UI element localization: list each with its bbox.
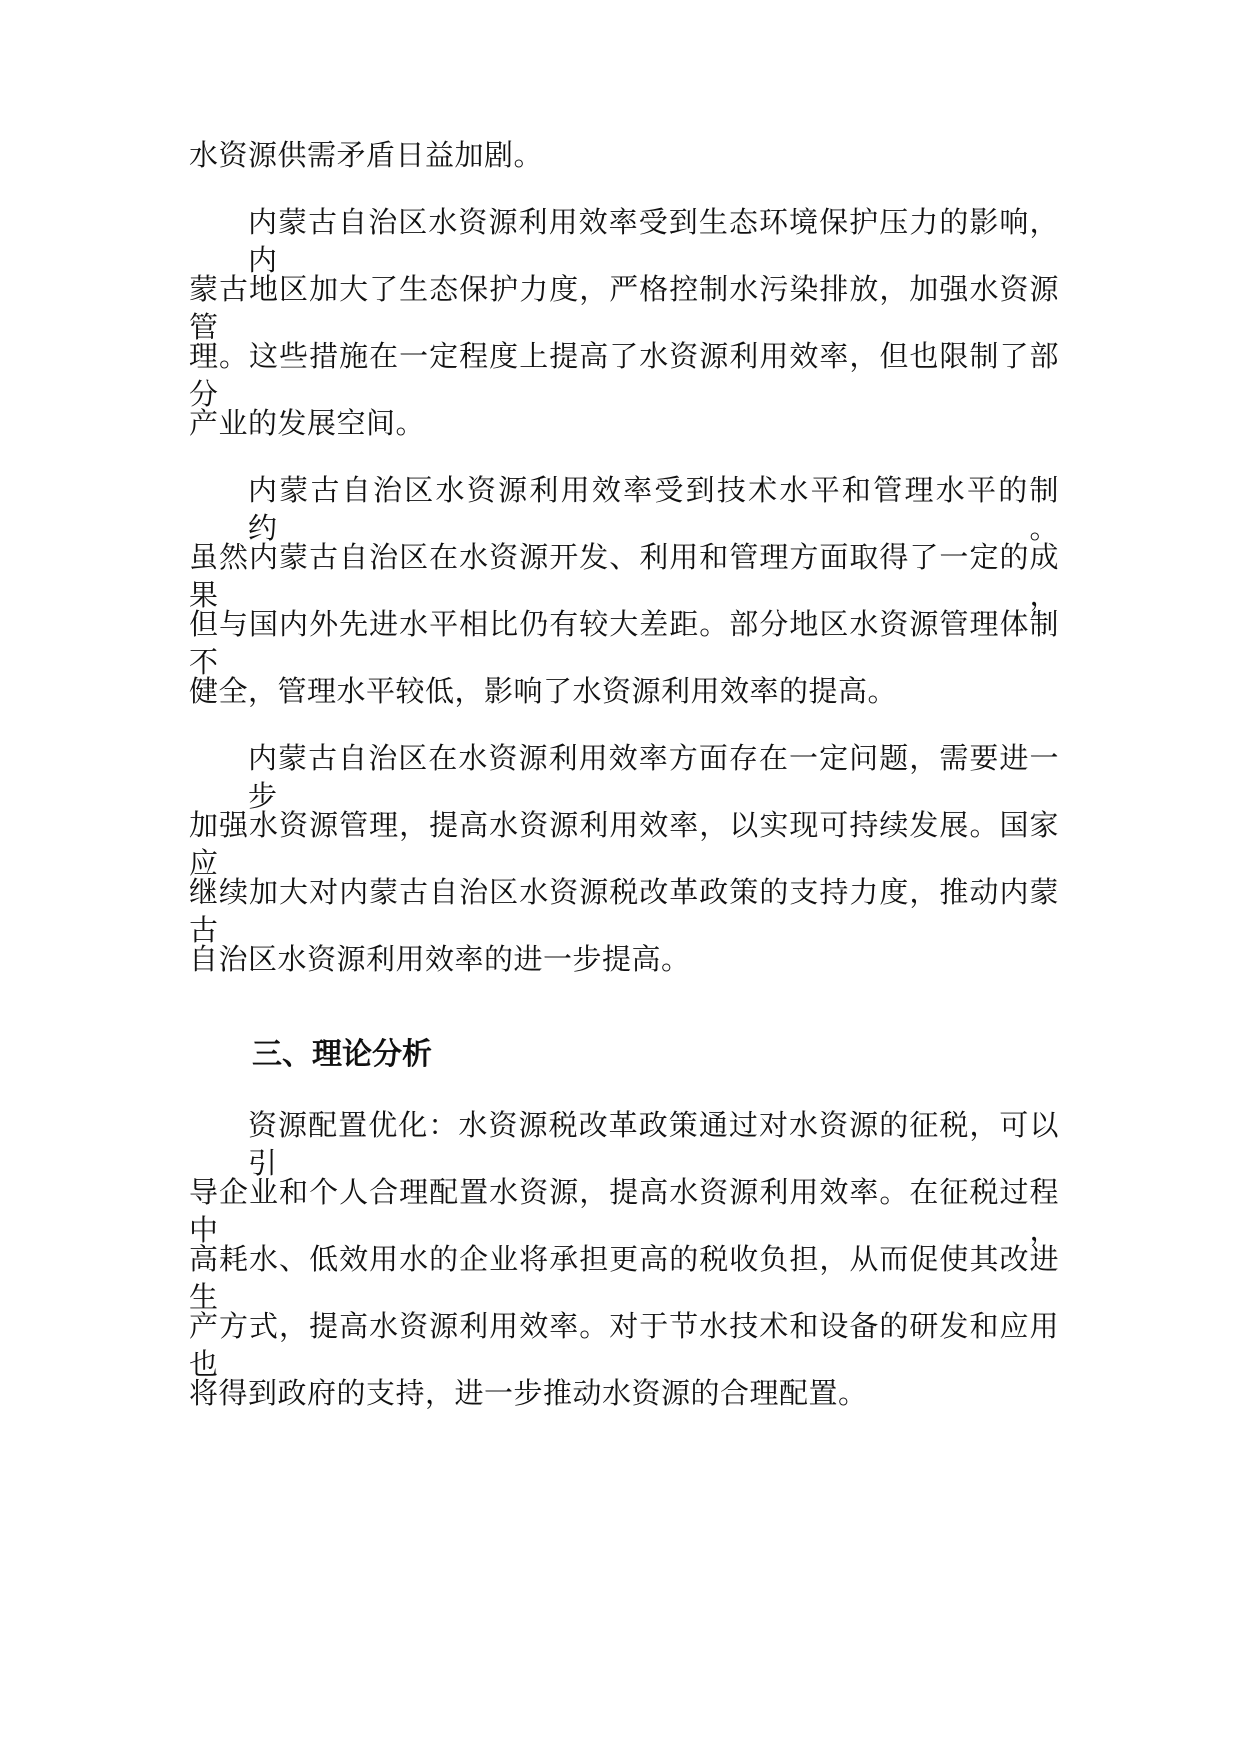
paragraph-line: 将得到政府的支持，进一步推动水资源的合理配置。 [189,1376,868,1410]
paragraph-line: 产方式，提高水资源利用效率。对于节水技术和设备的研发和应用也 [189,1309,1059,1381]
paragraph-line: 健全，管理水平较低，影响了水资源利用效率的提高。 [189,674,898,708]
paragraph-line: 内蒙古自治区水资源利用效率受到生态环境保护压力的影响，内 [248,205,1059,277]
paragraph-line: 内蒙古自治区水资源利用效率受到技术水平和管理水平的制约。 [248,473,1059,545]
paragraph-line: 继续加大对内蒙古自治区水资源税改革政策的支持力度，推动内蒙古 [189,875,1059,947]
paragraph-line: 但与国内外先进水平相比仍有较大差距。部分地区水资源管理体制不 [189,607,1059,679]
paragraph-line: 高耗水、低效用水的企业将承担更高的税收负担，从而促使其改进生 [189,1242,1059,1314]
paragraph-line: 内蒙古自治区在水资源利用效率方面存在一定问题，需要进一步 [248,741,1059,813]
paragraph-line: 蒙古地区加大了生态保护力度，严格控制水污染排放，加强水资源管 [189,272,1059,344]
paragraph-line: 资源配置优化：水资源税改革政策通过对水资源的征税，可以引 [248,1108,1059,1180]
paragraph-line: 产业的发展空间。 [189,406,426,440]
paragraph-line: 虽然内蒙古自治区在水资源开发、利用和管理方面取得了一定的成果， [189,540,1059,612]
paragraph-line: 自治区水资源利用效率的进一步提高。 [189,942,691,976]
paragraph-line: 导企业和个人合理配置水资源，提高水资源利用效率。在征税过程中， [189,1175,1059,1247]
paragraph-line: 加强水资源管理，提高水资源利用效率，以实现可持续发展。国家应 [189,808,1059,880]
paragraph-line: 水资源供需矛盾日益加剧。 [189,138,544,172]
section-heading: 三、理论分析 [252,1037,432,1072]
paragraph-line: 理。这些措施在一定程度上提高了水资源利用效率，但也限制了部分 [189,339,1059,411]
